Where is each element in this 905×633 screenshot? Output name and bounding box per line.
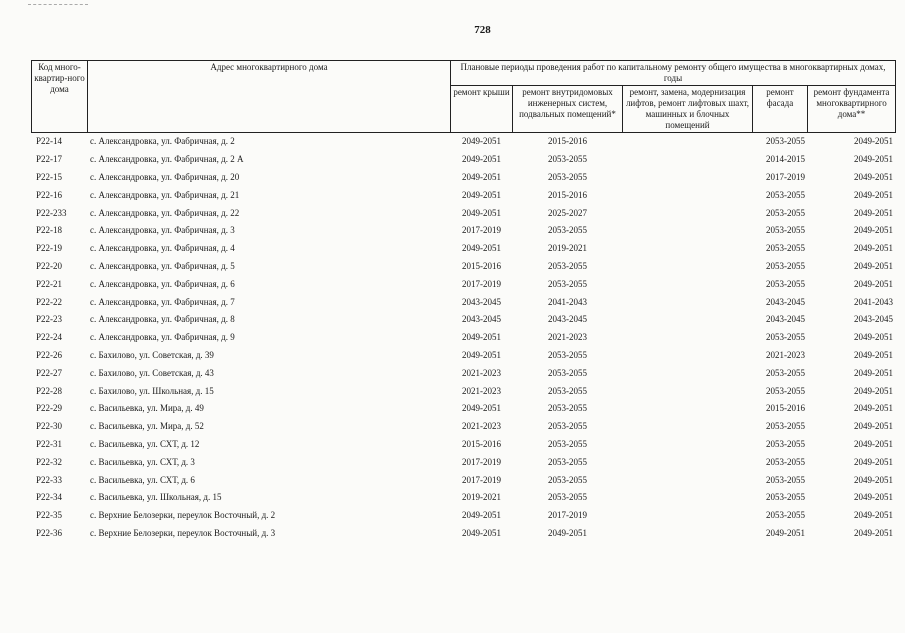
cell-roof: 2043-2045 (462, 296, 501, 307)
cell-code: Р22-233 (36, 207, 67, 218)
cell-facade: 2053-2055 (766, 421, 805, 432)
cell-eng: 2053-2055 (548, 438, 587, 449)
cell-facade: 2053-2055 (766, 243, 805, 254)
cell-code: Р22-30 (36, 421, 63, 432)
header-roof: ремонт крыши (451, 86, 513, 133)
cell-facade: 2053-2055 (766, 492, 805, 503)
cell-found: 2049-2051 (854, 456, 894, 467)
cell-lift (623, 400, 753, 418)
cell-address: с. Александровка, ул. Фабричная, д. 3 (90, 225, 235, 236)
cell-found: 2049-2051 (854, 510, 894, 521)
cell-address: с. Васильевка, ул. Мира, д. 49 (90, 403, 204, 414)
header-engineering: ремонт внутридомовых инженерных систем, подвальных помещений* (513, 86, 623, 133)
cell-code: Р22-28 (36, 385, 63, 396)
cell-roof: 2021-2023 (462, 421, 501, 432)
cell-code: Р22-20 (36, 260, 63, 271)
cell-code: Р22-31 (36, 438, 63, 449)
cell-found: 2041-2043 (854, 296, 894, 307)
table-row (32, 436, 896, 454)
cell-eng: 2015-2016 (548, 189, 587, 200)
cell-code: Р22-16 (36, 189, 63, 200)
cell-facade: 2053-2055 (766, 385, 805, 396)
cell-found: 2049-2051 (854, 189, 894, 200)
cell-found: 2049-2051 (854, 243, 894, 254)
cell-found: 2049-2051 (854, 385, 894, 396)
cell-facade: 2014-2015 (766, 154, 805, 165)
cell-lift (623, 222, 753, 240)
cell-eng: 2053-2055 (548, 171, 587, 182)
cell-lift (623, 204, 753, 222)
cell-roof: 2049-2051 (462, 171, 501, 182)
cell-lift (623, 525, 753, 543)
cell-facade: 2053-2055 (766, 260, 805, 271)
cell-code: Р22-15 (36, 171, 63, 182)
cell-roof: 2015-2016 (462, 260, 501, 271)
header-code: Код много-квартир-ного дома (32, 61, 88, 133)
cell-found: 2049-2051 (854, 421, 894, 432)
cell-lift (623, 186, 753, 204)
cell-found: 2049-2051 (854, 527, 894, 538)
cell-found: 2049-2051 (854, 492, 894, 503)
table-row (32, 453, 896, 471)
cell-facade: 2015-2016 (766, 403, 805, 414)
cell-address: с. Васильевка, ул. Школьная, д. 15 (90, 492, 222, 503)
cell-address: с. Верхние Белозерки, переулок Восточный, д. 2 (90, 510, 276, 521)
cell-address: с. Васильевка, ул. СХТ, д. 3 (90, 456, 195, 467)
cell-code: Р22-19 (36, 243, 63, 254)
cell-facade: 2053-2055 (766, 136, 805, 147)
cell-found: 2049-2051 (854, 154, 894, 165)
cell-lift (623, 133, 753, 151)
cell-roof: 2017-2019 (462, 474, 501, 485)
cell-address: с. Александровка, ул. Фабричная, д. 21 (90, 189, 240, 200)
cell-code: Р22-23 (36, 314, 63, 325)
table-row (32, 240, 896, 258)
table-row (32, 347, 896, 365)
header-row-group (32, 61, 896, 86)
cell-lift (623, 382, 753, 400)
header-facade: ремонт фасада (753, 86, 808, 133)
cell-found: 2049-2051 (854, 332, 894, 343)
cell-lift (623, 293, 753, 311)
cell-found: 2049-2051 (854, 438, 894, 449)
cell-facade: 2043-2045 (766, 314, 805, 325)
cell-roof: 2017-2019 (462, 278, 501, 289)
cell-roof: 2017-2019 (462, 225, 501, 236)
cell-address: с. Бахилово, ул. Школьная, д. 15 (90, 385, 214, 396)
cell-lift (623, 507, 753, 525)
cell-lift (623, 311, 753, 329)
cell-address: с. Александровка, ул. Фабричная, д. 7 (90, 296, 235, 307)
cell-facade: 2049-2051 (766, 527, 805, 538)
cell-roof: 2049-2051 (462, 527, 501, 538)
header-address: Адрес многоквартирного дома (88, 61, 451, 133)
cell-eng: 2015-2016 (548, 136, 587, 147)
cell-facade: 2053-2055 (766, 207, 805, 218)
cell-address: с. Александровка, ул. Фабричная, д. 4 (90, 243, 235, 254)
table-body (32, 133, 896, 543)
cell-lift (623, 258, 753, 276)
cell-eng: 2053-2055 (548, 403, 587, 414)
cell-lift (623, 329, 753, 347)
cell-facade: 2043-2045 (766, 296, 805, 307)
cell-address: с. Васильевка, ул. Мира, д. 52 (90, 421, 204, 432)
cell-lift (623, 151, 753, 169)
cell-found: 2049-2051 (854, 367, 894, 378)
cell-address: с. Александровка, ул. Фабричная, д. 5 (90, 260, 235, 271)
cell-found: 2049-2051 (854, 171, 894, 182)
cell-found: 2049-2051 (854, 474, 894, 485)
cell-roof: 2017-2019 (462, 456, 501, 467)
cell-lift (623, 453, 753, 471)
cell-facade: 2053-2055 (766, 438, 805, 449)
repair-schedule-table (31, 60, 896, 542)
cell-eng: 2041-2043 (548, 296, 587, 307)
cell-code: Р22-18 (36, 225, 63, 236)
cell-address: с. Бахилово, ул. Советская, д. 39 (90, 349, 214, 360)
cell-roof: 2049-2051 (462, 154, 501, 165)
cell-lift (623, 169, 753, 187)
cell-eng: 2019-2021 (548, 243, 587, 254)
cell-eng: 2053-2055 (548, 492, 587, 503)
cell-eng: 2053-2055 (548, 225, 587, 236)
cell-roof: 2021-2023 (462, 367, 501, 378)
cell-eng: 2053-2055 (548, 456, 587, 467)
cell-facade: 2053-2055 (766, 474, 805, 485)
cell-address: с. Александровка, ул. Фабричная, д. 9 (90, 332, 235, 343)
cell-lift (623, 275, 753, 293)
cell-eng: 2053-2055 (548, 260, 587, 271)
header-lifts: ремонт, замена, модернизация лифтов, ремонт лифтовых шахт, машинных и блочных помещений (623, 86, 753, 133)
table-row (32, 275, 896, 293)
cell-address: с. Александровка, ул. Фабричная, д. 22 (90, 207, 240, 218)
table-row (32, 133, 896, 151)
table-row (32, 364, 896, 382)
table-row (32, 525, 896, 543)
table-row (32, 204, 896, 222)
cell-code: Р22-24 (36, 332, 63, 343)
cell-facade: 2053-2055 (766, 189, 805, 200)
cell-facade: 2053-2055 (766, 225, 805, 236)
cell-address: с. Васильевка, ул. СХТ, д. 6 (90, 474, 195, 485)
cell-found: 2043-2045 (854, 314, 894, 325)
cell-address: с. Бахилово, ул. Советская, д. 43 (90, 367, 214, 378)
cell-found: 2049-2051 (854, 278, 894, 289)
table-row (32, 311, 896, 329)
table-row (32, 507, 896, 525)
cell-eng: 2053-2055 (548, 385, 587, 396)
cell-code: Р22-14 (36, 136, 63, 147)
cell-roof: 2049-2051 (462, 136, 501, 147)
cell-code: Р22-21 (36, 278, 63, 289)
cell-address: с. Александровка, ул. Фабричная, д. 20 (90, 171, 240, 182)
cell-code: Р22-17 (36, 154, 63, 165)
cell-roof: 2049-2051 (462, 510, 501, 521)
cell-code: Р22-22 (36, 296, 63, 307)
cell-address: с. Александровка, ул. Фабричная, д. 8 (90, 314, 235, 325)
cell-roof: 2049-2051 (462, 403, 501, 414)
page-number: 728 (474, 24, 491, 36)
cell-code: Р22-29 (36, 403, 63, 414)
cell-code: Р22-33 (36, 474, 63, 485)
cell-code: Р22-34 (36, 492, 63, 503)
header-foundation: ремонт фундамента многоквартирного дома** (808, 86, 896, 133)
cell-roof: 2049-2051 (462, 207, 501, 218)
cell-address: с. Александровка, ул. Фабричная, д. 2 А (90, 154, 244, 165)
cell-lift (623, 418, 753, 436)
cell-facade: 2017-2019 (766, 171, 805, 182)
cell-found: 2049-2051 (854, 403, 894, 414)
cell-facade: 2053-2055 (766, 332, 805, 343)
cell-roof: 2015-2016 (462, 438, 501, 449)
cell-address: с. Александровка, ул. Фабричная, д. 2 (90, 136, 235, 147)
cell-facade: 2053-2055 (766, 367, 805, 378)
table-row (32, 151, 896, 169)
table-row (32, 489, 896, 507)
cell-lift (623, 347, 753, 365)
cell-eng: 2043-2045 (548, 314, 587, 325)
cell-lift (623, 364, 753, 382)
table-row (32, 258, 896, 276)
cell-lift (623, 489, 753, 507)
cell-address: с. Васильевка, ул. СХТ, д. 12 (90, 438, 200, 449)
table-row (32, 400, 896, 418)
cell-roof: 2021-2023 (462, 385, 501, 396)
cell-eng: 2053-2055 (548, 474, 587, 485)
cell-eng: 2053-2055 (548, 154, 587, 165)
table-row (32, 418, 896, 436)
cell-facade: 2053-2055 (766, 278, 805, 289)
table-row (32, 169, 896, 187)
cell-eng: 2021-2023 (548, 332, 587, 343)
cell-found: 2049-2051 (854, 349, 894, 360)
cell-facade: 2053-2055 (766, 456, 805, 467)
cell-eng: 2053-2055 (548, 349, 587, 360)
cell-lift (623, 471, 753, 489)
cell-found: 2049-2051 (854, 207, 894, 218)
cell-roof: 2049-2051 (462, 189, 501, 200)
cell-code: Р22-36 (36, 527, 63, 538)
cell-found: 2049-2051 (854, 225, 894, 236)
cell-code: Р22-35 (36, 510, 63, 521)
cell-eng: 2049-2051 (548, 527, 587, 538)
table-row (32, 329, 896, 347)
table-row (32, 471, 896, 489)
cell-roof: 2049-2051 (462, 332, 501, 343)
cell-roof: 2043-2045 (462, 314, 501, 325)
cell-address: с. Александровка, ул. Фабричная, д. 6 (90, 278, 235, 289)
cell-eng: 2017-2019 (548, 510, 587, 521)
header-planned-periods: Плановые периоды проведения работ по капитальному ремонту общего имущества в многоквартирных домах, годы (451, 61, 896, 86)
cell-lift (623, 240, 753, 258)
cell-facade: 2053-2055 (766, 510, 805, 521)
cell-found: 2049-2051 (854, 260, 894, 271)
cell-code: Р22-27 (36, 367, 63, 378)
table-row (32, 186, 896, 204)
table-row (32, 382, 896, 400)
cell-roof: 2049-2051 (462, 349, 501, 360)
cell-roof: 2049-2051 (462, 243, 501, 254)
cell-address: с. Верхние Белозерки, переулок Восточный, д. 3 (90, 527, 276, 538)
cell-facade: 2021-2023 (766, 349, 805, 360)
cell-eng: 2053-2055 (548, 278, 587, 289)
cell-code: Р22-26 (36, 349, 63, 360)
table-row (32, 293, 896, 311)
cell-found: 2049-2051 (854, 136, 894, 147)
cell-eng: 2053-2055 (548, 421, 587, 432)
cell-eng: 2025-2027 (548, 207, 587, 218)
table-row (32, 222, 896, 240)
top-rule (28, 4, 88, 5)
cell-code: Р22-32 (36, 456, 63, 467)
cell-lift (623, 436, 753, 454)
cell-roof: 2019-2021 (462, 492, 501, 503)
cell-eng: 2053-2055 (548, 367, 587, 378)
